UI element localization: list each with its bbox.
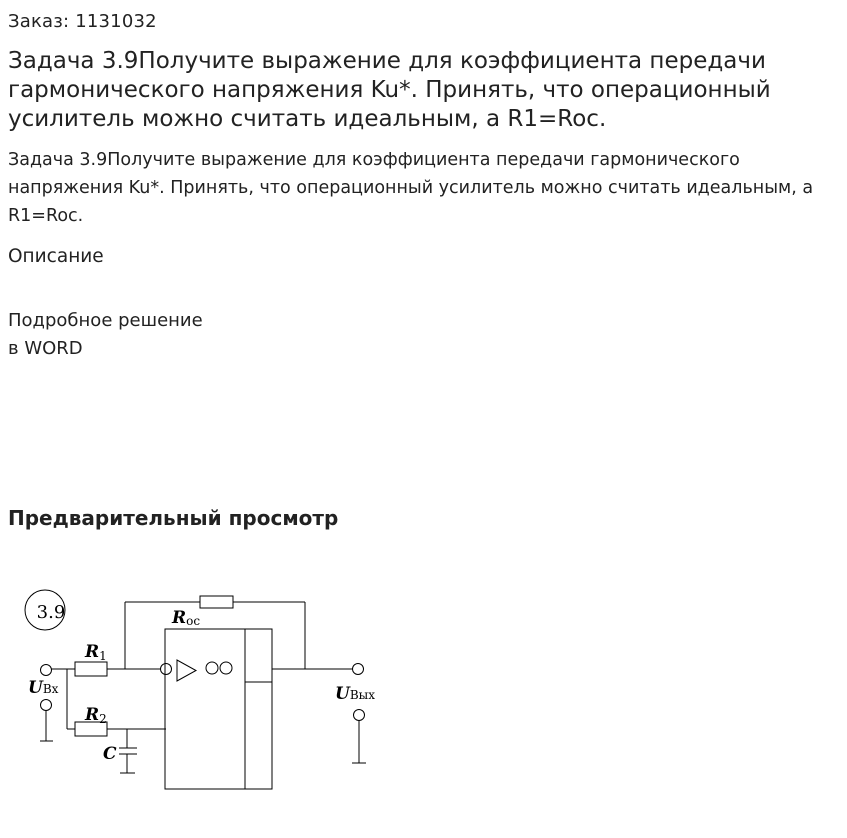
label-u-in: UВх bbox=[28, 678, 59, 698]
infinity-left bbox=[206, 662, 218, 674]
task-description: Задача 3.9Получите выражение для коэффициента передачи гармонического напряжения Ku*. Принять, что операционный усилитель можно считать идеальным, а R1=Roc. bbox=[8, 150, 814, 226]
infinity-right bbox=[220, 662, 232, 674]
input-terminal-bottom bbox=[41, 700, 52, 711]
problem-number: 3.9 bbox=[36, 602, 66, 623]
label-u-out: UВых bbox=[335, 684, 375, 704]
label-r2: R2 bbox=[85, 705, 107, 726]
output-terminal-bottom bbox=[354, 710, 365, 721]
resistor-roc bbox=[200, 596, 233, 608]
opamp-body bbox=[165, 629, 272, 789]
order-number: Заказ: 1131032 bbox=[8, 11, 157, 32]
solution-line-2: в WORD bbox=[8, 338, 83, 359]
label-r1: R1 bbox=[85, 642, 107, 663]
input-terminal-top bbox=[41, 665, 52, 676]
resistor-r1 bbox=[75, 662, 107, 676]
description-label: Описание bbox=[8, 246, 104, 267]
inverting-input-circle bbox=[161, 664, 172, 675]
label-roc: Rос bbox=[172, 608, 201, 628]
solution-note bbox=[8, 307, 203, 363]
task-title: Задача 3.9Получите выражение для коэффициента передачи гармонического напряжения Ku*. Принять, что операционный усилитель можно считать идеальным, а R1=Roc. bbox=[8, 48, 771, 132]
solution-line-1: Подробное решение bbox=[8, 310, 203, 331]
circuit-schematic bbox=[0, 580, 400, 800]
output-terminal-top bbox=[353, 664, 364, 675]
preview-heading: Предварительный просмотр bbox=[8, 506, 339, 530]
opamp-triangle bbox=[177, 660, 196, 681]
label-c: C bbox=[103, 744, 117, 764]
